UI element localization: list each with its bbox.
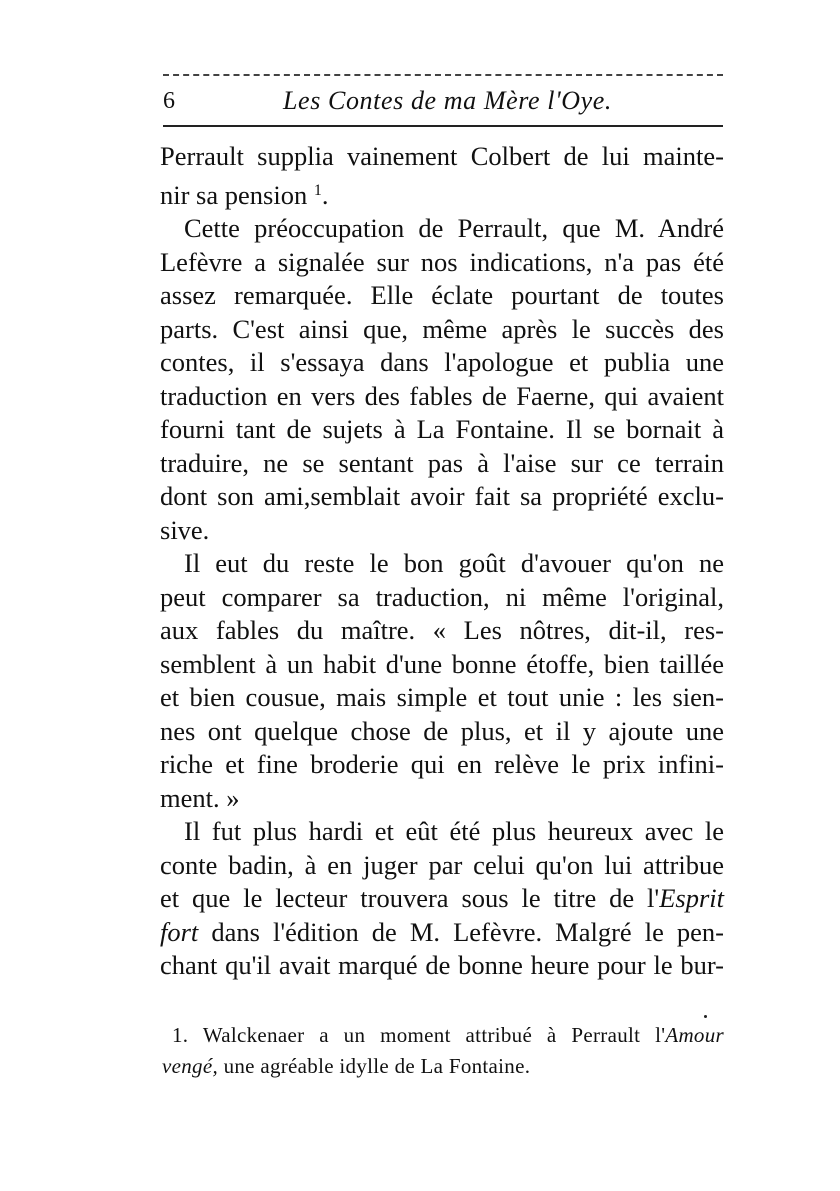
text-line: Perrault supplia vainement Colbert de lui mainte- — [160, 141, 724, 171]
text-line: riche et fine broderie qui en relève le prix infini- — [160, 749, 724, 779]
text-segment: une agréable idylle de La Fontaine. — [218, 1054, 531, 1078]
page-number: 6 — [163, 88, 175, 114]
footnote — [162, 1020, 724, 1082]
footnote-line — [162, 1020, 724, 1051]
text-line: contes, il s'essaya dans l'apologue et publia une — [160, 347, 724, 377]
text-line: Il eut du reste le bon goût d'avouer qu'on ne — [184, 548, 724, 578]
paragraph-4 — [160, 815, 724, 983]
text-segment: dans l'édition de M. Lefèvre. Malgré le pen- — [198, 916, 724, 947]
text-segment: Walckenaer a un moment attribué à Perrault l' — [188, 1023, 666, 1047]
running-title: Les Contes de ma Mère l'Oye. — [283, 86, 612, 115]
text-line: nes ont quelque chose de plus, et il y ajoute une — [160, 715, 724, 746]
text-line: Il fut plus hardi et eût été plus heureux avec le — [184, 816, 724, 846]
text-line: conte badin, à en juger par celui qu'on lui attribue — [160, 849, 724, 880]
paragraph-2 — [160, 212, 724, 547]
text-line: traduire, ne se sentant pas à l'aise sur ce terrain — [160, 447, 724, 478]
text-line: ment. » — [160, 782, 240, 813]
text-line: peut comparer sa traduction, ni même l'original, — [160, 581, 724, 612]
text-line: semblent à un habit d'une bonne étoffe, bien taillée — [160, 648, 724, 679]
text-segment: et que le lecteur trouvera sous le titre de l' — [160, 883, 660, 913]
text-line: assez remarquée. Elle éclate pourtant de toutes — [160, 280, 724, 310]
footnote-number: 1. — [172, 1023, 189, 1047]
header-bottom-rule — [163, 125, 723, 127]
text-line — [160, 174, 724, 213]
text-line — [160, 882, 724, 916]
text-line: Lefèvre a signalée sur nos indications, n'a pas été — [160, 246, 724, 277]
text-line — [160, 916, 724, 950]
text-segment: nir sa pension — [160, 179, 314, 210]
paragraph-1 — [160, 140, 724, 212]
text-line: Cette préoccupation de Perrault, que M. André — [184, 213, 724, 243]
text-line: chant qu'il avait marqué de bonne heure pour le bur- — [160, 950, 724, 980]
footnote-line — [162, 1051, 724, 1082]
print-dot — [704, 1015, 707, 1018]
footnote-reference: 1 — [313, 181, 322, 199]
paragraph-3 — [160, 547, 724, 815]
text-line: aux fables du maître. « Les nôtres, dit-il, res- — [160, 615, 724, 645]
italic-title: fort — [160, 916, 199, 947]
header-top-rule — [163, 74, 723, 76]
text-line: sive. — [160, 514, 210, 545]
text-line: dont son ami,semblait avoir fait sa propriété exclu- — [160, 481, 724, 511]
text-line: parts. C'est ainsi que, même après le succès des — [160, 313, 724, 344]
main-text — [160, 140, 724, 983]
text-segment: . — [321, 179, 329, 210]
text-line: fourni tant de sujets à La Fontaine. Il se bornait à — [160, 414, 724, 444]
running-header — [163, 84, 723, 118]
text-line: traduction en vers des fables de Faerne, qui avaient — [160, 380, 724, 411]
italic-title: vengé, — [162, 1054, 219, 1078]
text-line: et bien cousue, mais simple et tout unie : les sien- — [160, 682, 724, 712]
italic-title: Amour — [665, 1023, 724, 1047]
italic-title: Esprit — [659, 883, 724, 913]
